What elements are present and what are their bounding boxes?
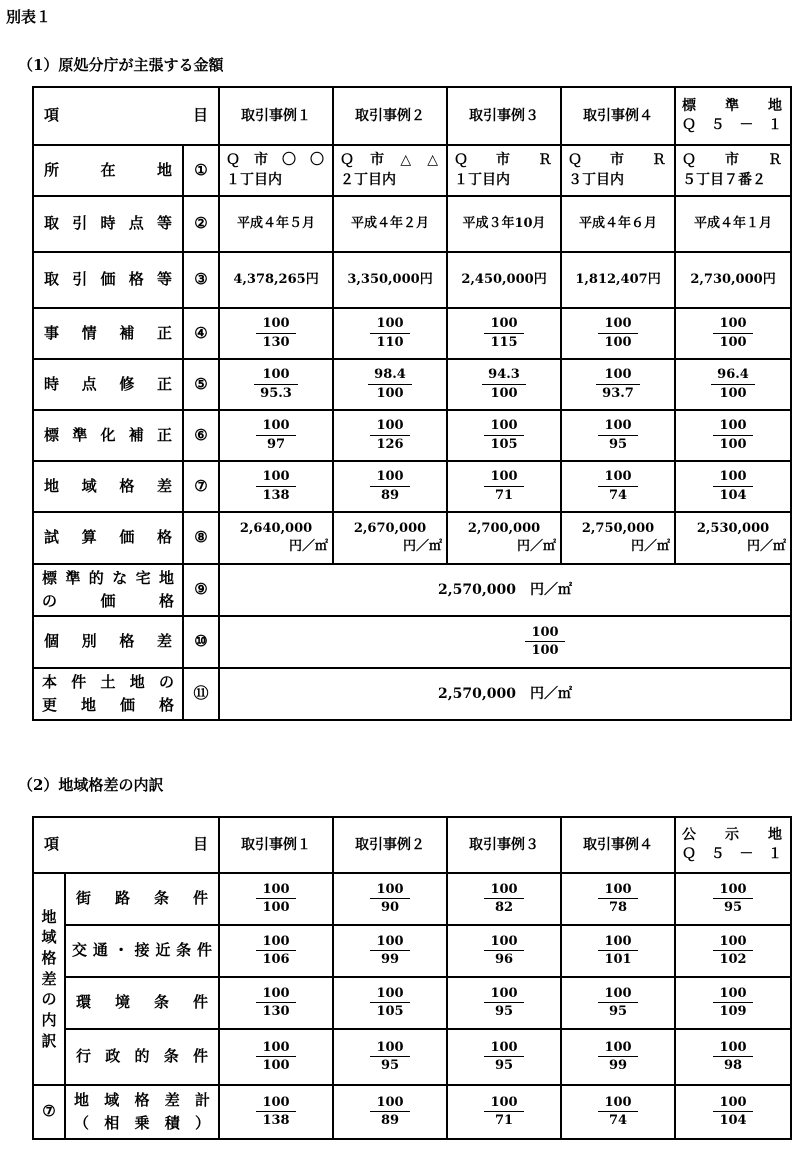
denominator: 71	[494, 487, 514, 503]
row-label-line1: 標準的な宅地	[42, 568, 174, 587]
fraction-cell	[333, 308, 447, 359]
standard-price-value: 2,570,000 円／㎡	[219, 564, 791, 616]
trial-unit: 円／㎡	[631, 539, 671, 554]
denominator: 130	[262, 334, 290, 350]
denominator: 95	[494, 1004, 514, 1020]
numerator: 96.4	[711, 367, 755, 385]
numerator: 100	[370, 986, 409, 1004]
public-land-id: Ｑ５－１	[682, 846, 785, 862]
denominator: 110	[376, 334, 404, 350]
location-city: Ｑ 市 Ｒ	[454, 151, 555, 168]
fraction-cell	[333, 1029, 447, 1085]
numerator: 100	[598, 882, 637, 900]
row-label: 個別格差	[33, 616, 183, 668]
table1-header-row	[33, 87, 791, 145]
standardization-row	[33, 410, 791, 461]
fraction-cell	[219, 1029, 333, 1085]
denominator: 100	[376, 385, 404, 401]
location-cell	[219, 145, 333, 196]
denominator: 100	[719, 436, 747, 452]
numerator: 100	[484, 418, 523, 436]
location-cell	[675, 145, 791, 196]
denominator: 95	[494, 1058, 514, 1074]
location-block: ３丁目内	[568, 171, 625, 188]
denominator: 130	[262, 1004, 290, 1020]
row-number: ⑨	[183, 564, 219, 616]
denominator: 99	[380, 952, 400, 968]
denominator: 100	[490, 385, 518, 401]
location-city: Ｑ市△△	[340, 151, 441, 168]
denominator: 104	[719, 1113, 747, 1129]
row-label	[65, 1085, 219, 1139]
trial-unit: 円／㎡	[289, 539, 329, 554]
denominator: 100	[262, 900, 290, 916]
location-block: ５丁目７番２	[682, 171, 767, 188]
numerator: 100	[598, 1040, 637, 1058]
time-cell: 平成４年２月	[333, 196, 447, 252]
fraction-cell	[333, 359, 447, 410]
denominator: 95	[608, 1004, 628, 1020]
fraction-cell	[675, 461, 791, 512]
case2-header: 取引事例２	[333, 817, 447, 873]
row-label: 取引価格等	[33, 252, 183, 308]
denominator: 101	[604, 952, 632, 968]
individual-row	[33, 616, 791, 668]
environment-row	[33, 977, 791, 1029]
row-number: ③	[183, 252, 219, 308]
subject-price-row	[33, 668, 791, 720]
table2-header-row	[33, 817, 791, 873]
fraction-cell	[333, 925, 447, 977]
time-adjust-row	[33, 359, 791, 410]
group-char: 内	[41, 1011, 57, 1030]
row-label: 試算価格	[33, 512, 183, 564]
fraction-cell	[447, 1085, 561, 1139]
numerator: 100	[370, 1040, 409, 1058]
location-block: １丁目内	[226, 171, 283, 188]
fraction-cell	[561, 977, 675, 1029]
group-char: 差	[41, 969, 57, 988]
row-label: 地域格差	[33, 461, 183, 512]
standard-land-id: Ｑ５－１	[682, 117, 785, 133]
row-number: ④	[183, 308, 219, 359]
price-row	[33, 252, 791, 308]
price-cell: 2,450,000円	[447, 252, 561, 308]
denominator: 97	[266, 436, 286, 452]
row-label: 時点修正	[33, 359, 183, 410]
trial-value: 2,750,000	[581, 521, 655, 537]
row-label	[33, 564, 183, 616]
numerator: 100	[596, 367, 640, 385]
denominator: 100	[604, 334, 632, 350]
denominator: 138	[262, 1113, 290, 1129]
numerator: 100	[598, 469, 637, 487]
row-label: 事情補正	[33, 308, 183, 359]
numerator: 100	[256, 1095, 295, 1113]
group-char: 域	[41, 928, 57, 947]
row-number: ⑦	[183, 461, 219, 512]
location-cell	[561, 145, 675, 196]
numerator: 100	[370, 1095, 409, 1113]
denominator: 109	[719, 1004, 747, 1020]
denominator: 82	[494, 900, 514, 916]
time-row	[33, 196, 791, 252]
case4-header: 取引事例４	[561, 87, 675, 145]
numerator: 98.4	[368, 367, 412, 385]
denominator: 74	[608, 1113, 628, 1129]
fraction-cell	[675, 308, 791, 359]
denominator: 96	[494, 952, 514, 968]
location-row	[33, 145, 791, 196]
location-cell	[333, 145, 447, 196]
numerator: 100	[256, 316, 295, 334]
trial-value: 2,670,000	[353, 521, 427, 537]
row-label-line2: 更地価格	[42, 696, 174, 714]
time-cell: 平成３年10月	[447, 196, 561, 252]
denominator: 78	[608, 900, 628, 916]
trial-price-cell	[447, 512, 561, 564]
numerator: 94.3	[482, 367, 526, 385]
row-label: 所 在 地	[33, 145, 183, 196]
case2-header: 取引事例２	[333, 87, 447, 145]
row-label: 取引時点等	[33, 196, 183, 252]
group-char: の	[41, 990, 57, 1009]
numerator: 100	[713, 986, 752, 1004]
fraction-cell	[219, 977, 333, 1029]
row-label: 環境条件	[65, 977, 219, 1029]
regional-row	[33, 461, 791, 512]
numerator: 100	[484, 934, 523, 952]
standard-land-label: 標準地	[682, 98, 785, 115]
numerator: 100	[254, 367, 298, 385]
fraction-cell	[447, 925, 561, 977]
case1-header: 取引事例１	[219, 87, 333, 145]
fraction-cell	[675, 925, 791, 977]
row-number: ⑥	[183, 410, 219, 461]
individual-fraction	[219, 616, 791, 668]
fraction-cell	[447, 461, 561, 512]
location-cell	[447, 145, 561, 196]
location-block: １丁目内	[454, 171, 511, 188]
numerator: 100	[713, 1040, 752, 1058]
trial-price-cell	[333, 512, 447, 564]
group-char: 訳	[41, 1031, 57, 1050]
trial-value: 2,640,000	[239, 521, 313, 537]
denominator: 93.7	[602, 385, 634, 401]
fraction-cell	[561, 1029, 675, 1085]
denominator: 105	[490, 436, 518, 452]
denominator: 105	[376, 1004, 404, 1020]
standard-land-header	[675, 87, 791, 145]
fraction-cell	[561, 410, 675, 461]
row-label-line2: の 価 格	[42, 592, 174, 610]
public-land-header	[675, 817, 791, 873]
regional-total-row	[33, 1085, 791, 1139]
fraction-cell	[675, 410, 791, 461]
denominator: 115	[490, 334, 518, 350]
case3-header: 取引事例３	[447, 87, 561, 145]
trial-value: 2,700,000	[467, 521, 541, 537]
numerator: 100	[713, 882, 752, 900]
row-number: ②	[183, 196, 219, 252]
numerator: 100	[484, 316, 523, 334]
price-cell: 1,812,407円	[561, 252, 675, 308]
fraction-cell	[675, 873, 791, 925]
denominator: 102	[719, 952, 747, 968]
numerator: 100	[713, 1095, 752, 1113]
numerator: 100	[370, 882, 409, 900]
denominator: 106	[262, 952, 290, 968]
trial-value: 2,530,000	[696, 521, 770, 537]
denominator: 95	[380, 1058, 400, 1074]
denominator: 100	[531, 643, 559, 659]
fraction-cell	[219, 308, 333, 359]
fraction-cell	[561, 308, 675, 359]
row-number: ⑪	[183, 668, 219, 720]
numerator: 100	[713, 934, 752, 952]
fraction-cell	[561, 925, 675, 977]
trial-unit: 円／㎡	[403, 539, 443, 554]
fraction-cell	[333, 977, 447, 1029]
fraction-cell	[561, 873, 675, 925]
row-number: ⑦	[33, 1085, 65, 1139]
numerator: 100	[256, 469, 295, 487]
circumstance-row	[33, 308, 791, 359]
denominator: 100	[719, 385, 747, 401]
numerator: 100	[256, 882, 295, 900]
numerator: 100	[484, 986, 523, 1004]
row-label: 標準化補正	[33, 410, 183, 461]
fraction-cell	[447, 977, 561, 1029]
denominator: 95	[608, 436, 628, 452]
item-header: 項 目	[33, 817, 219, 873]
numerator: 100	[598, 316, 637, 334]
location-block: ２丁目内	[340, 171, 397, 188]
numerator: 100	[598, 986, 637, 1004]
denominator: 100	[262, 1058, 290, 1074]
fraction-cell	[219, 359, 333, 410]
numerator: 100	[598, 418, 637, 436]
row-label	[33, 668, 183, 720]
row-label: 街路条件	[65, 873, 219, 925]
row-label-line1: 地域格差計	[74, 1090, 211, 1109]
fraction-cell	[561, 359, 675, 410]
trial-price-cell	[219, 512, 333, 564]
trial-unit: 円／㎡	[517, 539, 557, 554]
case3-header: 取引事例３	[447, 817, 561, 873]
row-label: 行政的条件	[65, 1029, 219, 1085]
denominator: 90	[380, 900, 400, 916]
trial-unit: 円／㎡	[747, 539, 787, 554]
row-number: ⑩	[183, 616, 219, 668]
fraction-cell	[219, 1085, 333, 1139]
trial-price-cell	[675, 512, 791, 564]
denominator: 99	[608, 1058, 628, 1074]
fraction-cell	[219, 461, 333, 512]
numerator: 100	[484, 469, 523, 487]
time-cell: 平成４年１月	[675, 196, 791, 252]
fraction-cell	[561, 1085, 675, 1139]
public-land-label: 公示地	[682, 827, 785, 844]
fraction-cell	[333, 461, 447, 512]
row-number: ①	[183, 145, 219, 196]
case1-header: 取引事例１	[219, 817, 333, 873]
numerator: 100	[256, 986, 295, 1004]
breakdown-group-label	[33, 873, 65, 1085]
fraction-cell	[333, 873, 447, 925]
price-cell: 4,378,265円	[219, 252, 333, 308]
numerator: 100	[370, 316, 409, 334]
denominator: 126	[376, 436, 404, 452]
fraction-cell	[219, 925, 333, 977]
denominator: 89	[380, 487, 400, 503]
trial-price-cell	[561, 512, 675, 564]
row-number: ⑧	[183, 512, 219, 564]
fraction-cell	[675, 1029, 791, 1085]
case4-header: 取引事例４	[561, 817, 675, 873]
group-char: 地	[41, 907, 57, 926]
item-header: 項 目	[33, 87, 219, 145]
denominator: 98	[723, 1058, 743, 1074]
denominator: 95	[723, 900, 743, 916]
numerator: 100	[598, 1095, 637, 1113]
numerator: 100	[713, 418, 752, 436]
numerator: 100	[713, 469, 752, 487]
regional-breakdown-table	[32, 816, 792, 1140]
denominator: 74	[608, 487, 628, 503]
price-cell: 2,730,000円	[675, 252, 791, 308]
row-label-line1: 本件土地の	[42, 672, 174, 691]
subject-price-value: 2,570,000 円／㎡	[219, 668, 791, 720]
row-label-line2: （相乗積）	[74, 1114, 211, 1132]
numerator: 100	[484, 1095, 523, 1113]
administrative-row	[33, 1029, 791, 1085]
section1-title: （1）原処分庁が主張する金額	[18, 56, 224, 74]
fraction-cell	[219, 873, 333, 925]
time-cell: 平成４年５月	[219, 196, 333, 252]
fraction-cell	[447, 873, 561, 925]
fraction-cell	[675, 1085, 791, 1139]
fraction-cell	[675, 359, 791, 410]
fraction-cell	[561, 461, 675, 512]
fraction-cell	[447, 410, 561, 461]
fraction-cell	[333, 1085, 447, 1139]
denominator: 95.3	[260, 385, 292, 401]
denominator: 71	[494, 1113, 514, 1129]
denominator: 138	[262, 487, 290, 503]
section2-title: （2）地域格差の内訳	[18, 776, 164, 794]
numerator: 100	[256, 934, 295, 952]
location-city: Ｑ 市 Ｒ	[568, 151, 669, 168]
numerator: 100	[370, 418, 409, 436]
numerator: 100	[713, 316, 752, 334]
fraction-cell	[219, 410, 333, 461]
claimed-amount-table	[32, 86, 792, 721]
numerator: 100	[370, 469, 409, 487]
location-city: Ｑ 市 Ｒ	[682, 151, 785, 168]
row-number: ⑤	[183, 359, 219, 410]
traffic-row	[33, 925, 791, 977]
fraction-cell	[333, 410, 447, 461]
numerator: 100	[484, 1040, 523, 1058]
location-city: Ｑ市〇〇	[226, 151, 327, 168]
trial-price-row	[33, 512, 791, 564]
street-row	[33, 873, 791, 925]
numerator: 100	[525, 625, 564, 643]
price-cell: 3,350,000円	[333, 252, 447, 308]
numerator: 100	[256, 1040, 295, 1058]
denominator: 104	[719, 487, 747, 503]
numerator: 100	[256, 418, 295, 436]
numerator: 100	[484, 882, 523, 900]
fraction-cell	[675, 977, 791, 1029]
numerator: 100	[598, 934, 637, 952]
numerator: 100	[370, 934, 409, 952]
standard-price-row	[33, 564, 791, 616]
denominator: 100	[719, 334, 747, 350]
denominator: 89	[380, 1113, 400, 1129]
group-char: 格	[41, 948, 57, 967]
fraction-cell	[447, 1029, 561, 1085]
fraction-cell	[447, 308, 561, 359]
fraction-cell	[447, 359, 561, 410]
document-label: 別表１	[6, 8, 52, 26]
time-cell: 平成４年６月	[561, 196, 675, 252]
row-label: 交通・接近条件	[65, 925, 219, 977]
